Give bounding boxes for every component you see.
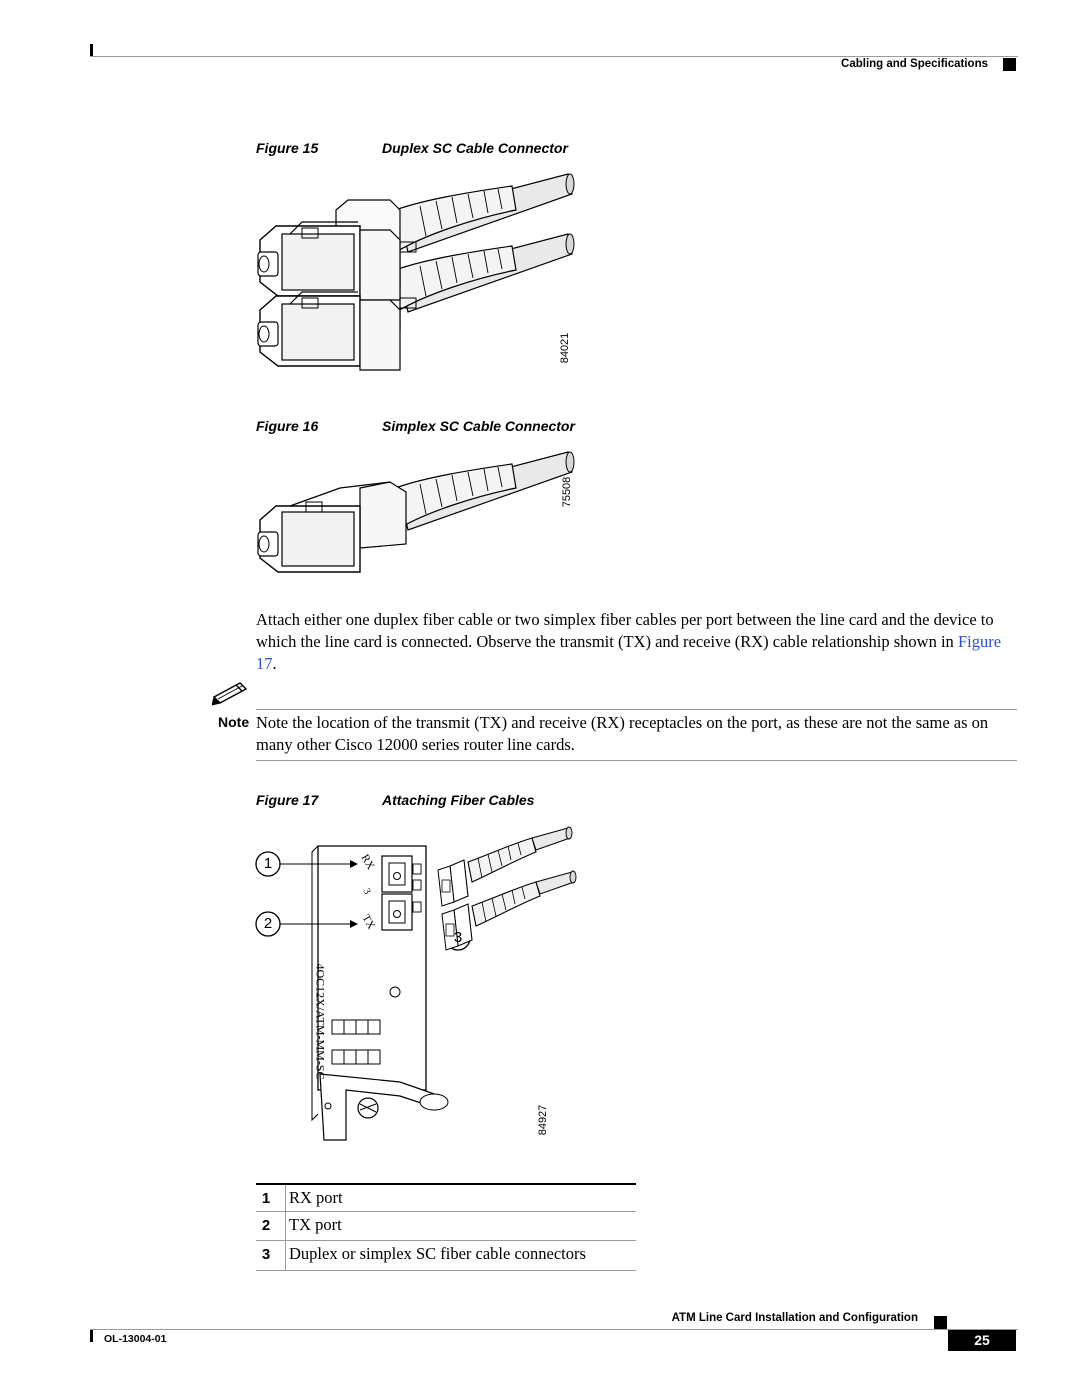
figure-16-simplex-connector-illustration [250,448,590,580]
figure-15-duplex-connector-illustration [250,170,590,380]
page-number: 25 [948,1330,1016,1351]
body-paragraph-end: . [272,654,277,673]
figure-15-title: Duplex SC Cable Connector [382,140,568,156]
callout-description: Duplex or simplex SC fiber cable connectors [289,1244,586,1263]
column-divider [285,1212,286,1241]
figure-17-art-id: 84927 [537,1104,549,1136]
figure-15-label: Figure 15 [256,140,319,156]
footer-right-block [934,1316,947,1329]
figure-17-callout-3: 3 [453,929,463,946]
body-paragraph-text: Attach either one duplex fiber cable or two simplex fiber cables per port between the line card and the device to which the line card is connected. Observe the transmit (TX) and receive (RX) cable relationship shown in [256,610,994,651]
figure-16-art-id: 75508 [561,476,573,508]
note-pencil-icon [212,681,250,707]
column-divider [285,1241,286,1270]
callout-description: TX port [289,1215,342,1234]
header-right-block [1003,58,1016,71]
figure-17-label: Figure 17 [256,792,319,808]
figure-17-rx-label: RX [358,852,377,872]
note-bottom-rule [256,760,1017,761]
footer-book-title: ATM Line Card Installation and Configuration [671,1312,918,1324]
footer-doc-number: OL-13004-01 [104,1333,167,1345]
note-text: Note the location of the transmit (TX) and receive (RX) receptacles on the port, as these are not the same as on many other Cisco 12000 series router line cards. [256,713,989,754]
figure-17-callout-1: 1 [263,855,273,872]
figure-17-callout-2: 2 [263,915,273,932]
callout-number: 3 [261,1246,271,1263]
header-left-bar [90,44,93,56]
column-divider [285,1185,286,1214]
table-row [256,1241,636,1270]
callout-number: 2 [261,1217,271,1234]
figure-17-port-number: 3 [360,886,373,897]
callout-number: 1 [261,1190,271,1207]
figure-16-title: Simplex SC Cable Connector [382,418,575,434]
header-rule [90,56,1018,57]
figure-16-label: Figure 16 [256,418,319,434]
body-paragraph [256,609,1016,675]
figure-15-art-id: 84021 [559,332,571,364]
callout-table-bottom-rule [256,1270,636,1271]
figure-17-tx-label: TX [359,912,378,932]
figure-17-title: Attaching Fiber Cables [382,792,535,808]
footer-left-bar [90,1330,93,1342]
note-top-rule [256,709,1017,710]
table-row [256,1185,636,1214]
footer-rule [90,1329,1018,1330]
header-section-title: Cabling and Specifications [841,58,988,70]
table-row [256,1212,636,1241]
callout-description: RX port [289,1188,343,1207]
figure-17-link[interactable]: Figure 17 [256,632,1002,673]
note-label: Note [218,714,250,730]
figure-17-card-name: 4OC12X/ATM-MM-SC [313,963,328,1080]
